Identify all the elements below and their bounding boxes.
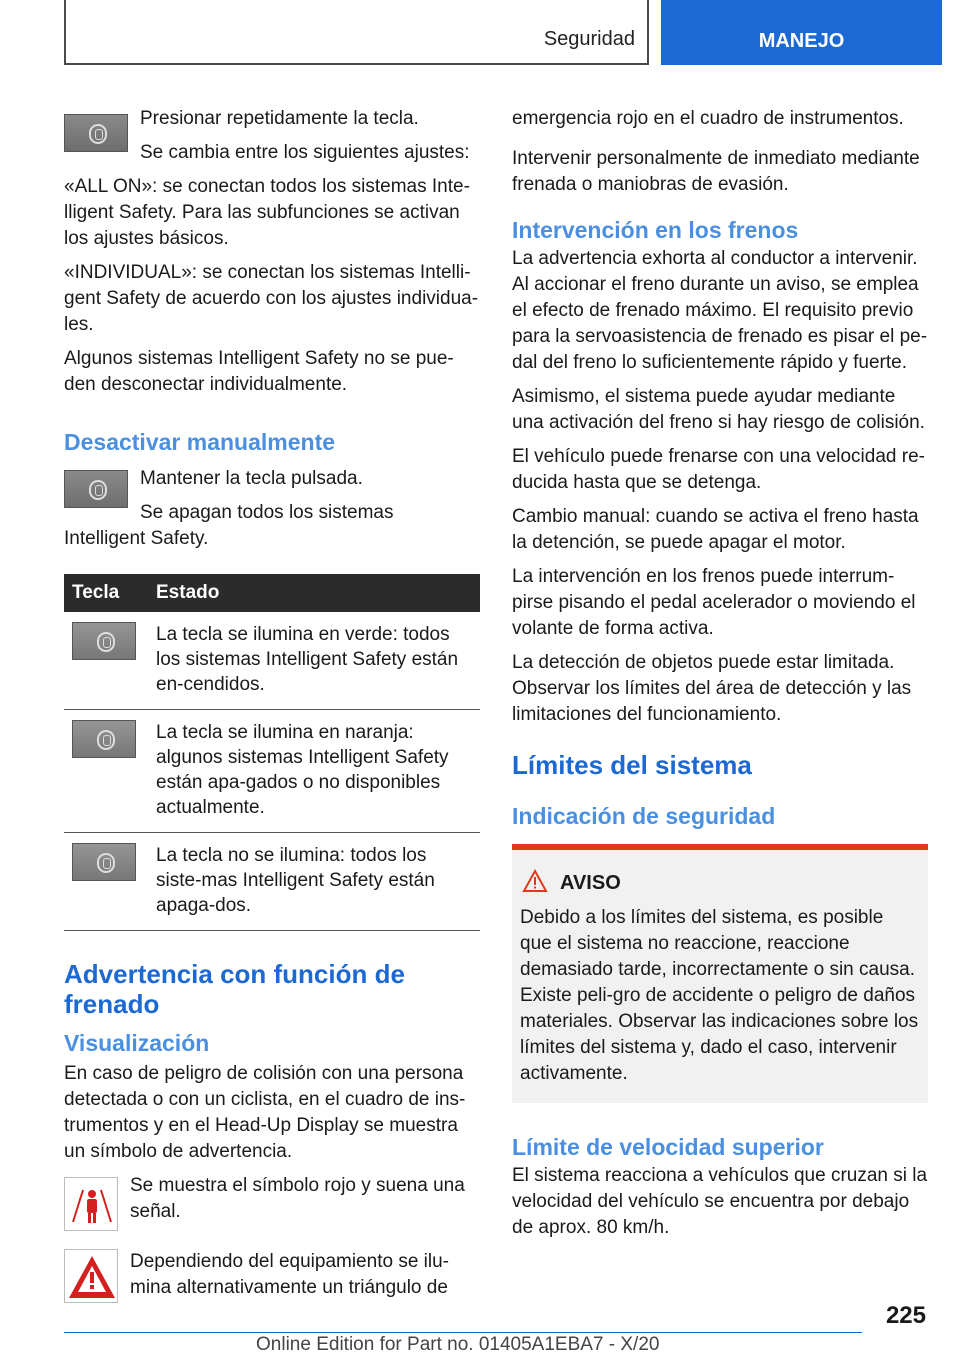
intelligent-safety-key-icon: [64, 114, 128, 152]
pedestrian-warning-icon: [64, 1177, 118, 1231]
key-instruction-1: [64, 106, 480, 166]
table-cell: La tecla se ilumina en verde: todos los sistemas Intelligent Safety están en-cendidos.: [148, 612, 480, 710]
table-header-row: [64, 574, 480, 612]
paragraph: Dependiendo del equipamiento se ilu-mina alternativamente un triángulo de: [130, 1251, 450, 1298]
table-cell: La tecla se ilumina en naranja: algunos sistemas Intelligent Safety están apa-gados o no disponibles actualmente.: [148, 710, 480, 833]
paragraph: emergencia rojo en el cuadro de instrumentos.: [512, 108, 904, 129]
paragraph: La detección de objetos puede estar limitada. Observar los límites del área de detección y las limitaciones del funcionamiento.: [512, 652, 912, 725]
table-row: [64, 710, 480, 833]
paragraph: Se muestra el símbolo rojo y suena una señal.: [130, 1175, 465, 1222]
warning-title-text: AVISO: [560, 872, 621, 894]
chapter-tab[interactable]: [661, 0, 942, 65]
paragraph: Se cambia entre los siguientes ajustes:: [140, 142, 470, 163]
warning-title: [560, 872, 920, 895]
footer-divider: [64, 1332, 862, 1333]
chapter-tab-label: MANEJO: [758, 30, 845, 52]
paragraph: Cambio manual: cuando se activa el freno hasta la detención, se puede apagar el motor.: [512, 506, 919, 553]
section-title: Seguridad: [543, 28, 635, 50]
page-number: 225: [885, 1302, 926, 1329]
intelligent-safety-key-icon: [64, 470, 128, 508]
key-orange-icon: [72, 720, 136, 758]
table-row: [64, 612, 480, 710]
heading-intervencion: Intervención en los frenos: [512, 217, 799, 243]
paragraph: El sistema reacciona a vehículos que cruzan si la velocidad del vehículo se encuentra por debajo de aprox. 80 km/h.: [512, 1165, 928, 1238]
paragraph: El vehículo puede frenarse con una velocidad re-ducida hasta que se detenga.: [512, 446, 925, 493]
paragraph: «ALL ON»: se conectan todos los sistemas Inte-lligent Safety. Para las subfunciones se activan los ajustes básicos.: [64, 176, 470, 249]
heading-visualizacion: Visualización: [64, 1030, 210, 1056]
paragraph: «INDIVIDUAL»: se conectan los sistemas Intelli-gent Safety de acuerdo con los ajustes individua-les.: [64, 262, 479, 335]
table-cell: La tecla no se ilumina: todos los siste-mas Intelligent Safety están apaga-dos.: [148, 833, 480, 931]
heading-limites: Límites del sistema: [512, 750, 752, 780]
paragraph: La advertencia exhorta al conductor a intervenir. Al accionar el freno durante un aviso, se emplea el efecto de frenado máximo. El requisito previo para la servoasistencia de frenado es pisar el pe-dal del freno lo suficientemente rápido y fuerte.: [512, 248, 928, 373]
header-bar: [64, 0, 649, 65]
paragraph: Se apagan todos los sistemas Intelligent Safety.: [64, 502, 394, 549]
heading-limite-velocidad: Límite de velocidad superior: [512, 1134, 824, 1160]
paragraph: Presionar repetidamente la tecla.: [140, 108, 419, 129]
key-green-icon: [72, 622, 136, 660]
table-row: [64, 833, 480, 931]
edition-info: Online Edition for Part no. 01405A1EBA7 - X/20: [256, 1334, 660, 1355]
status-table: [64, 574, 480, 931]
key-instruction-2: [64, 466, 480, 552]
heading-desactivar: Desactivar manualmente: [64, 429, 336, 455]
heading-indicacion: Indicación de seguridad: [512, 803, 776, 829]
triangle-symbol-row: [64, 1249, 480, 1329]
warning-triangle-icon: [522, 869, 548, 899]
table-header: Tecla: [64, 574, 148, 612]
paragraph: Asimismo, el sistema puede ayudar mediante una activación del freno si hay riesgo de colisión.: [512, 386, 925, 433]
paragraph: La intervención en los frenos puede interrum-pirse pisando el pedal acelerador o moviendo el volante de forma activa.: [512, 566, 916, 639]
heading-advertencia: Advertencia con función de frenado: [64, 959, 405, 1019]
key-off-icon: [72, 843, 136, 881]
paragraph: Intervenir personalmente de inmediato mediante frenada o maniobras de evasión.: [512, 148, 920, 195]
warning-text: Debido a los límites del sistema, es posible que el sistema no reaccione, reaccione demasiado tarde, incorrectamente o sin causa. Existe peli-gro de accidente o peligro de daños materiales. Observar las indicaciones sobre los límites del sistema y, dado el caso, intervenir activamente.: [520, 907, 919, 1084]
table-header: Estado: [148, 574, 480, 612]
left-column: [64, 100, 480, 1329]
right-column: [512, 100, 928, 1249]
paragraph: En caso de peligro de colisión con una persona detectada o con un ciclista, en el cuadro de ins-trumentos y en el Head-Up Display se muestra un símbolo de advertencia.: [64, 1063, 466, 1162]
warning-symbol-row: [64, 1173, 480, 1249]
paragraph: Mantener la tecla pulsada.: [140, 468, 363, 489]
warning-box: [512, 844, 928, 1103]
paragraph: Algunos sistemas Intelligent Safety no se pue-den desconectar individualmente.: [64, 348, 454, 395]
emergency-triangle-icon: [64, 1249, 118, 1303]
